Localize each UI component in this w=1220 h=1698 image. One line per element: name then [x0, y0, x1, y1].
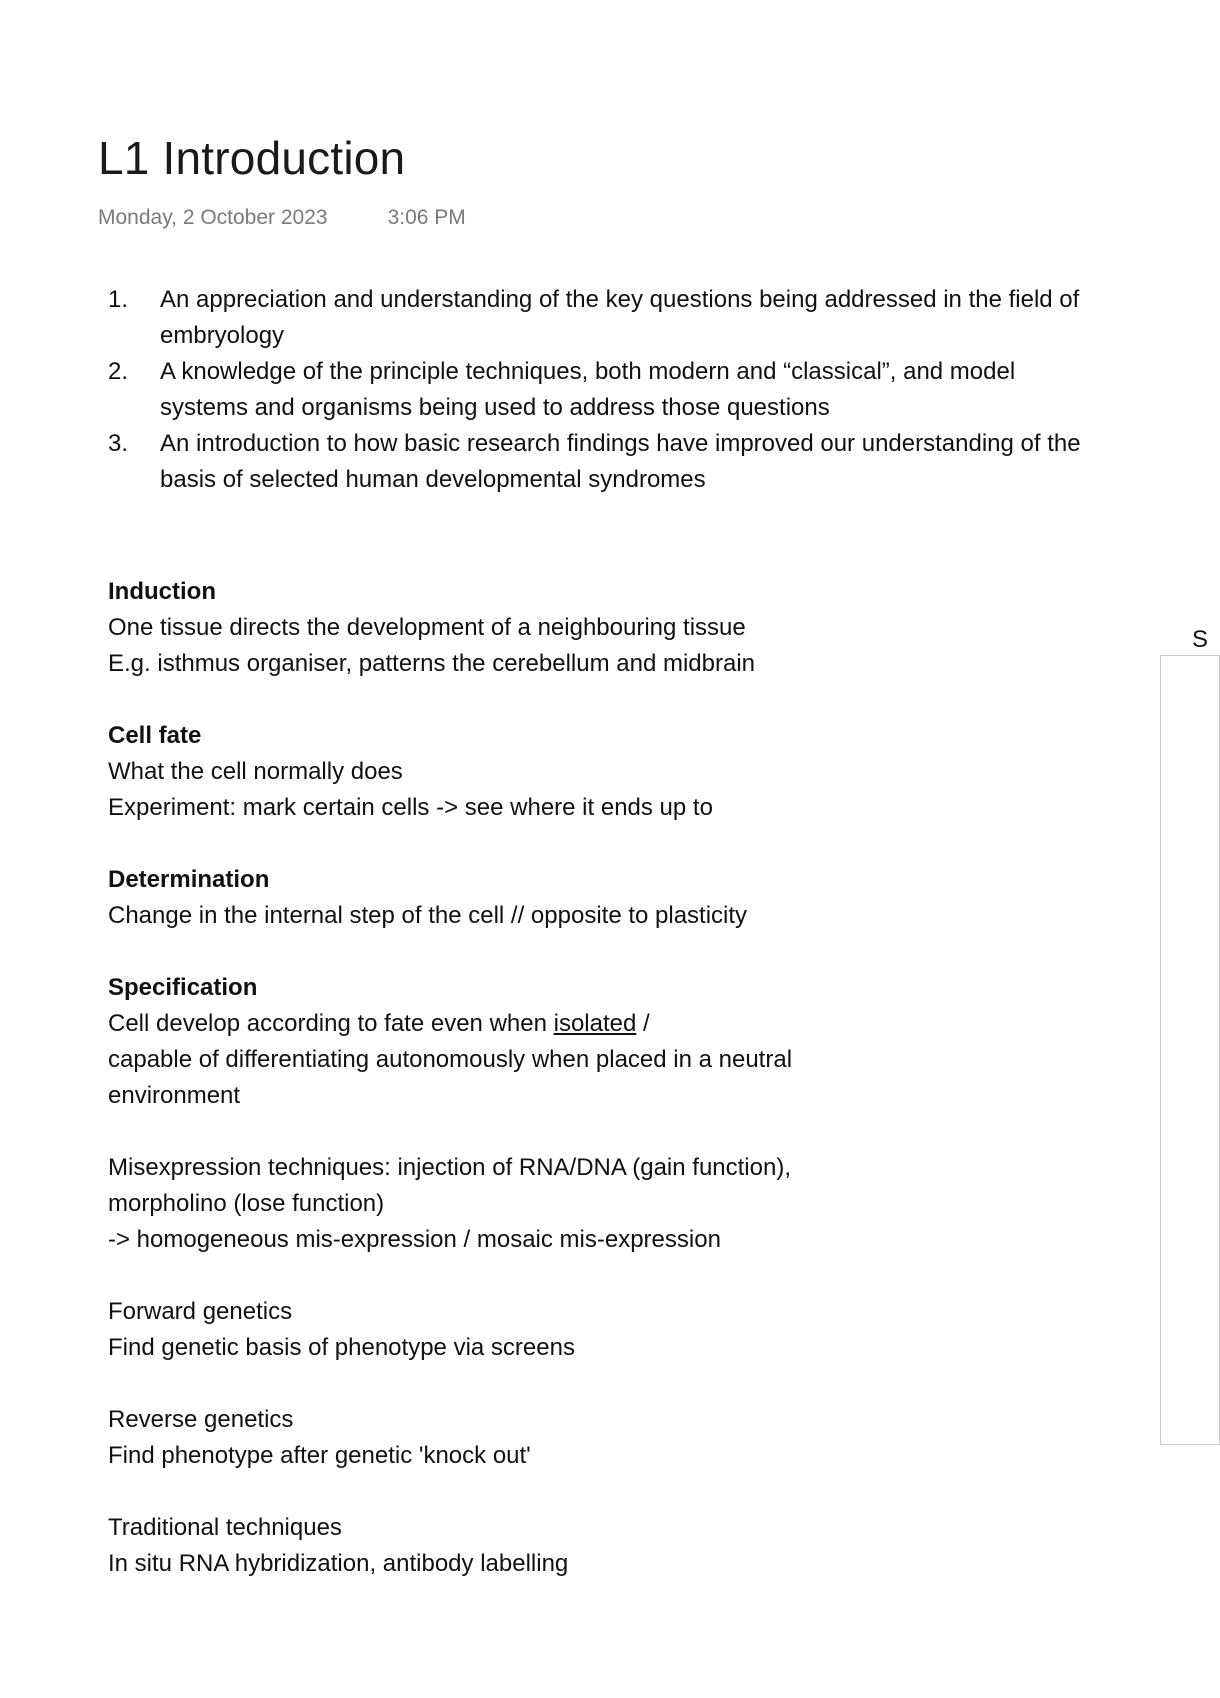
- section-cell-fate: [108, 718, 1048, 826]
- section-text: capable of differentiating autonomously when placed in a neutral: [108, 1046, 793, 1073]
- section-text: Misexpression techniques: injection of RNA/DNA (gain function),: [108, 1154, 791, 1181]
- underlined-text: isolated: [553, 1010, 637, 1037]
- section-heading: Specification: [108, 974, 258, 1001]
- section-text: In situ RNA hybridization, antibody labelling: [108, 1550, 569, 1577]
- list-number: 3.: [108, 430, 129, 457]
- note-date: Monday, 2 October 2023: [98, 206, 328, 229]
- list-item: [98, 282, 1088, 354]
- section-determination: [108, 862, 1048, 934]
- list-item-text: An introduction to how basic research findings have improved our understanding of the basis of selected human developmental syndromes: [160, 430, 1081, 493]
- section-heading: Cell fate: [108, 722, 202, 749]
- section-misexpression: [108, 1150, 1048, 1258]
- section-text: [108, 1006, 1048, 1042]
- section-text: Reverse genetics: [108, 1406, 294, 1433]
- list-number: 2.: [108, 358, 129, 385]
- text-fragment: /: [636, 1010, 650, 1037]
- section-forward-genetics: [108, 1294, 1048, 1366]
- list-item: [98, 354, 1088, 426]
- section-text: -> homogeneous mis-expression / mosaic mis-expression: [108, 1226, 721, 1253]
- section-text: Change in the internal step of the cell // opposite to plasticity: [108, 902, 748, 929]
- section-heading: Induction: [108, 578, 216, 605]
- note-time: 3:06 PM: [387, 206, 466, 229]
- list-number: 1.: [108, 286, 129, 313]
- section-heading: Determination: [108, 866, 270, 893]
- section-text: Traditional techniques: [108, 1514, 342, 1541]
- section-text: One tissue directs the development of a neighbouring tissue: [108, 614, 746, 641]
- section-text: Forward genetics: [108, 1298, 293, 1325]
- section-text: What the cell normally does: [108, 758, 403, 785]
- section-traditional-techniques: [108, 1510, 1048, 1582]
- note-timestamp: [98, 206, 466, 230]
- list-item-text: An appreciation and understanding of the key questions being addressed in the field of embryology: [160, 286, 1080, 349]
- section-reverse-genetics: [108, 1402, 1048, 1474]
- list-item: [98, 426, 1088, 498]
- section-specification: [108, 970, 1048, 1114]
- section-text: Find phenotype after genetic 'knock out': [108, 1442, 531, 1469]
- text-fragment: Cell develop according to fate even when: [108, 1010, 554, 1037]
- notes-body: [108, 574, 1048, 1618]
- section-text: morpholino (lose function): [108, 1190, 385, 1217]
- section-text: environment: [108, 1082, 241, 1109]
- objectives-list: [98, 282, 1088, 498]
- page-title: L1 Introduction: [98, 132, 406, 184]
- list-item-text: A knowledge of the principle techniques, both modern and “classical”, and model systems and organisms being used to address those questions: [160, 358, 1016, 421]
- section-induction: [108, 574, 1048, 682]
- side-panel-label: S: [1192, 626, 1209, 653]
- side-panel-box: [1160, 655, 1220, 1445]
- section-text: Experiment: mark certain cells -> see where it ends up to: [108, 794, 713, 821]
- section-text: Find genetic basis of phenotype via screens: [108, 1334, 575, 1361]
- section-text: E.g. isthmus organiser, patterns the cerebellum and midbrain: [108, 650, 756, 677]
